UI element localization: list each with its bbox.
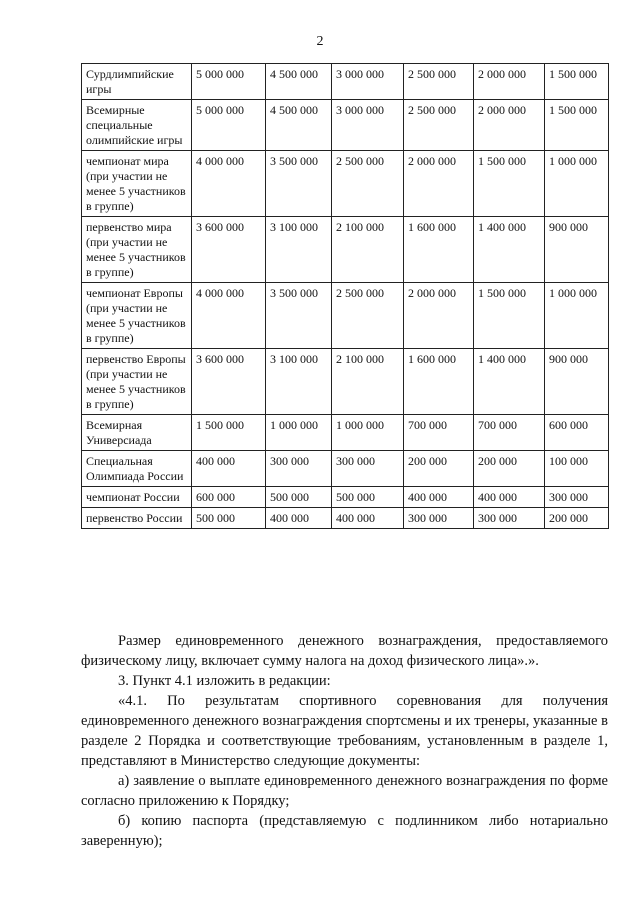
table-row (82, 487, 609, 508)
amount-cell: 300 000 (474, 508, 545, 529)
amount-cell: 300 000 (404, 508, 474, 529)
amount-cell: 1 500 000 (474, 151, 545, 217)
amount-cell: 3 600 000 (192, 349, 266, 415)
paragraph-tax-note: Размер единовременного денежного вознаграждения, предоставляемого физическому лицу, включает сумму налога на доход физического лица».». (81, 633, 608, 669)
competition-name-cell: Всемирные специальные олимпийские игры (82, 100, 192, 151)
amount-cell: 1 400 000 (474, 217, 545, 283)
competition-name-cell: Всемирная Универсиада (82, 415, 192, 451)
amount-cell: 5 000 000 (192, 64, 266, 100)
table-row (82, 100, 609, 151)
amount-cell: 4 000 000 (192, 151, 266, 217)
amount-cell: 1 400 000 (474, 349, 545, 415)
paragraph-item-3: 3. Пункт 4.1 изложить в редакции: (118, 673, 331, 689)
table-row (82, 64, 609, 100)
table-row (82, 508, 609, 529)
table-row (82, 151, 609, 217)
amount-cell: 400 000 (192, 451, 266, 487)
amount-cell: 3 000 000 (332, 100, 404, 151)
paragraph-item-b: б) копию паспорта (представляемую с подлинником либо нотариально заверенную); (81, 813, 608, 849)
amount-cell: 700 000 (404, 415, 474, 451)
amount-cell: 700 000 (474, 415, 545, 451)
amount-cell: 200 000 (404, 451, 474, 487)
amount-cell: 2 100 000 (332, 349, 404, 415)
amount-cell: 300 000 (332, 451, 404, 487)
amount-cell: 200 000 (474, 451, 545, 487)
paragraph-item-a: а) заявление о выплате единовременного денежного вознаграждения по форме согласно приложению к Порядку; (81, 773, 608, 809)
award-amounts-table (81, 63, 609, 529)
amount-cell: 2 000 000 (474, 64, 545, 100)
amount-cell: 500 000 (192, 508, 266, 529)
amount-cell: 5 000 000 (192, 100, 266, 151)
amount-cell: 500 000 (332, 487, 404, 508)
amount-cell: 2 100 000 (332, 217, 404, 283)
amount-cell: 2 000 000 (474, 100, 545, 151)
paragraph-4-1: «4.1. По результатам спортивного соревнования для получения единовременного денежного вознаграждения спортсмены и их тренеры, указанные в разделе 2 Порядка и соответствующие требованиям, установленным в разделе 1, представляют в Министерство следующие документы: (81, 693, 608, 769)
competition-name-cell: чемпионат Европы (при участии не менее 5 участников в группе) (82, 283, 192, 349)
amount-cell: 1 500 000 (545, 64, 609, 100)
competition-name-cell: чемпионат мира (при участии не менее 5 участников в группе) (82, 151, 192, 217)
amount-cell: 900 000 (545, 349, 609, 415)
table-row (82, 451, 609, 487)
amount-cell: 1 500 000 (545, 100, 609, 151)
competition-name-cell: первенство России (82, 508, 192, 529)
amount-cell: 2 000 000 (404, 283, 474, 349)
amount-cell: 300 000 (545, 487, 609, 508)
body-text (81, 631, 608, 851)
amount-cell: 2 500 000 (404, 64, 474, 100)
amount-cell: 1 600 000 (404, 217, 474, 283)
amount-cell: 400 000 (332, 508, 404, 529)
amount-cell: 100 000 (545, 451, 609, 487)
competition-name-cell: Специальная Олимпиада России (82, 451, 192, 487)
amount-cell: 1 000 000 (332, 415, 404, 451)
amount-cell: 400 000 (474, 487, 545, 508)
amount-cell: 3 500 000 (266, 283, 332, 349)
amount-cell: 600 000 (545, 415, 609, 451)
page-number: 2 (316, 34, 324, 49)
amount-cell: 3 500 000 (266, 151, 332, 217)
amount-cell: 4 000 000 (192, 283, 266, 349)
amount-cell: 3 000 000 (332, 64, 404, 100)
amount-cell: 500 000 (266, 487, 332, 508)
competition-name-cell: первенство Европы (при участии не менее 5 участников в группе) (82, 349, 192, 415)
table-row (82, 415, 609, 451)
amount-cell: 4 500 000 (266, 100, 332, 151)
table-row (82, 349, 609, 415)
amount-cell: 400 000 (266, 508, 332, 529)
amount-cell: 2 000 000 (404, 151, 474, 217)
amount-cell: 200 000 (545, 508, 609, 529)
amount-cell: 300 000 (266, 451, 332, 487)
competition-name-cell: чемпионат России (82, 487, 192, 508)
amount-cell: 400 000 (404, 487, 474, 508)
amount-cell: 3 100 000 (266, 217, 332, 283)
amount-cell: 1 000 000 (545, 283, 609, 349)
amount-cell: 900 000 (545, 217, 609, 283)
table-row (82, 217, 609, 283)
amount-cell: 1 600 000 (404, 349, 474, 415)
competition-name-cell: первенство мира (при участии не менее 5 участников в группе) (82, 217, 192, 283)
amount-cell: 1 500 000 (474, 283, 545, 349)
amount-cell: 600 000 (192, 487, 266, 508)
amount-cell: 4 500 000 (266, 64, 332, 100)
amount-cell: 2 500 000 (332, 151, 404, 217)
amount-cell: 1 000 000 (266, 415, 332, 451)
amount-cell: 1 500 000 (192, 415, 266, 451)
amount-cell: 2 500 000 (404, 100, 474, 151)
amount-cell: 1 000 000 (545, 151, 609, 217)
competition-name-cell: Сурдлимпийские игры (82, 64, 192, 100)
amount-cell: 2 500 000 (332, 283, 404, 349)
table-row (82, 283, 609, 349)
amount-cell: 3 600 000 (192, 217, 266, 283)
amount-cell: 3 100 000 (266, 349, 332, 415)
